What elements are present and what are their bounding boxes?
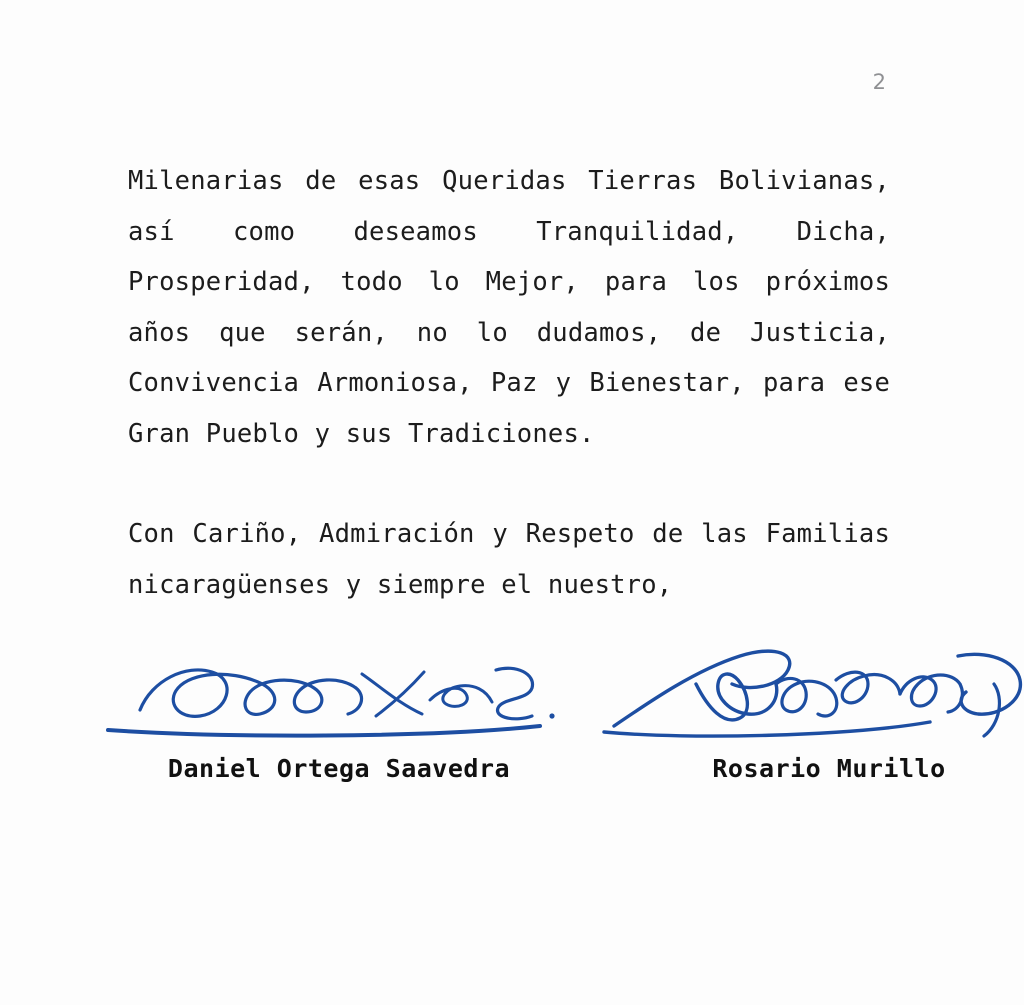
signature-left bbox=[100, 640, 560, 783]
handwritten-signature-icon bbox=[100, 640, 560, 750]
page-number: 2 bbox=[872, 70, 886, 94]
letter-body bbox=[128, 156, 890, 610]
paragraph-spacer bbox=[128, 459, 890, 509]
paragraph-1: Milenarias de esas Queridas Tierras Bolivianas, así como deseamos Tranquilidad, Dicha, Prosperidad, todo lo Mejor, para los próximos años que serán, no lo dudamos, de Justicia, Convivencia Armoniosa, Paz y Bienestar, para ese Gran Pueblo y sus Tradiciones. bbox=[128, 166, 890, 449]
signature-right bbox=[600, 640, 1024, 783]
signature-block bbox=[100, 640, 960, 820]
handwritten-signature-icon bbox=[600, 640, 1024, 750]
signatory-name-left: Daniel Ortega Saavedra bbox=[167, 754, 511, 783]
paragraph-2: Con Cariño, Admiración y Respeto de las Familias nicaragüenses y siempre el nuestro, bbox=[128, 519, 890, 600]
signatory-name-right: Rosario Murillo bbox=[712, 754, 946, 783]
